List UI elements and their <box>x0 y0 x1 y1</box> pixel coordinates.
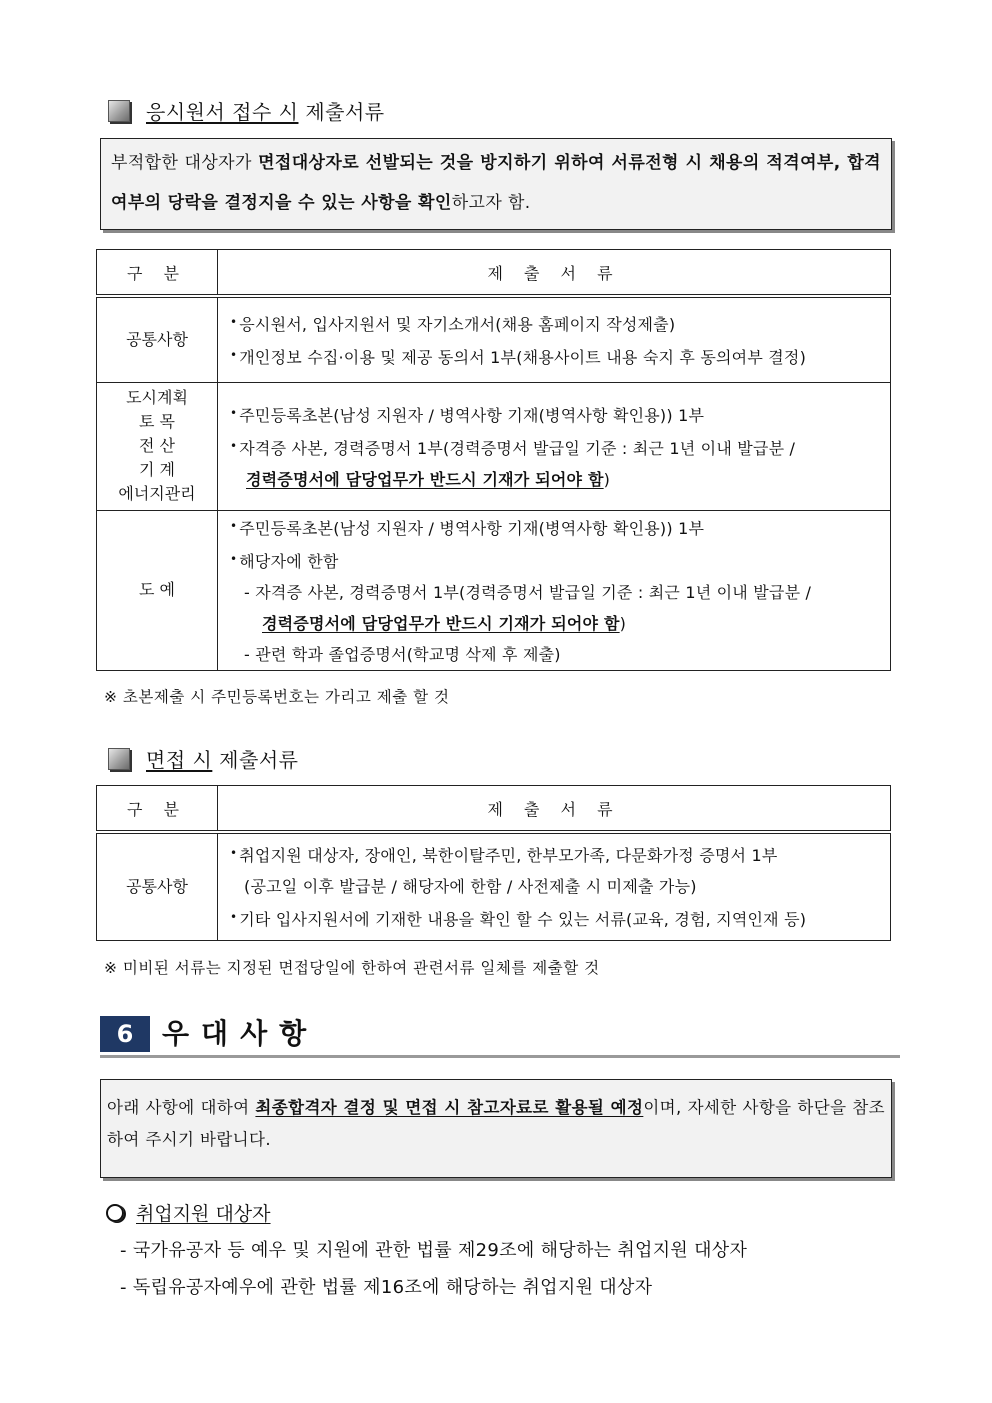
list-item-continued: 경력증명서에 담당업무가 반드시 기재가 되어야 함) <box>246 469 611 489</box>
row-category: 공통사항 <box>97 296 218 382</box>
row-category: 도 예 <box>97 510 218 670</box>
row-items <box>218 510 891 670</box>
row-items <box>218 296 891 382</box>
heading-underlined: 면접 시 <box>146 748 213 772</box>
list-item: • 기타 입사지원서에 기재한 내용을 확인 할 수 있는 서류(교육, 경험, 지역인재 등) <box>230 910 807 930</box>
section-title: 우대사항 <box>162 1017 319 1050</box>
sub-item-continued: 경력증명서에 담당업무가 반드시 기재가 되어야 함) <box>262 613 627 633</box>
list-item: - 국가유공자 등 예우 및 지원에 관한 법률 제29조에 해당하는 취업지원 대상자 <box>120 1240 748 1261</box>
heading-rest: 제출서류 <box>212 748 299 772</box>
row-items <box>218 832 891 940</box>
section6-header <box>100 1015 900 1058</box>
intro-text: 부적합한 대상자가 면접대상자로 선발되는 것을 방지하기 위하여 서류전형 시 채용의 적격여부, 합격여부의 당락을 결정지을 수 있는 사항을 확인하고자 함. <box>111 153 881 213</box>
intro-text: 아래 사항에 대하여 최종합격자 결정 및 면접 시 참고자료로 활용될 예정이며, 자세한 사항을 하단을 참조하여 주시기 바랍니다. <box>107 1098 885 1149</box>
intro-box-application <box>100 138 892 230</box>
list-item: • 자격증 사본, 경력증명서 1부(경력증명서 발급일 기준 : 최근 1년 이내 발급분 / <box>230 438 796 458</box>
col-header-documents: 제 출 서 류 <box>218 786 891 833</box>
subheading-employment-support <box>106 1199 271 1226</box>
section-heading-interview <box>108 744 298 773</box>
list-item: • 주민등록초본(남성 지원자 / 병역사항 기재(병역사항 확인용)) 1부 <box>230 405 705 425</box>
square-bullet-icon <box>108 100 130 122</box>
row-category: 도시계획 토 목 전 산 기 계 에너지관리 <box>97 382 218 510</box>
section-heading-application <box>108 96 385 125</box>
application-documents-table <box>96 249 891 671</box>
col-header-documents: 제 출 서 류 <box>218 250 891 297</box>
section-number: 6 <box>100 1016 150 1052</box>
col-header-category: 구 분 <box>97 786 218 833</box>
list-item: - 독립유공자예우에 관한 법률 제16조에 해당하는 취업지원 대상자 <box>120 1277 653 1298</box>
heading-rest: 제출서류 <box>298 100 385 124</box>
table-row <box>97 510 891 670</box>
sub-item: - 관련 학과 졸업증명서(학교명 삭제 후 제출) <box>244 644 561 664</box>
note-interview: ※ 미비된 서류는 지정된 면접당일에 한하여 관련서류 일체를 제출할 것 <box>104 959 600 977</box>
heading-underlined: 응시원서 접수 시 <box>146 100 299 124</box>
circle-bullet-icon <box>106 1204 124 1222</box>
note-application: ※ 초본제출 시 주민등록번호는 가리고 제출 할 것 <box>104 688 450 706</box>
table-row <box>97 296 891 382</box>
list-item: • 응시원서, 입사지원서 및 자기소개서(채용 홈페이지 작성제출) <box>230 314 676 334</box>
col-header-category: 구 분 <box>97 250 218 297</box>
interview-documents-table <box>96 785 891 941</box>
sub-item: - 자격증 사본, 경력증명서 1부(경력증명서 발급일 기준 : 최근 1년 이내 발급분 / <box>244 582 812 602</box>
intro-box-preference <box>100 1079 892 1178</box>
list-item: • 주민등록초본(남성 지원자 / 병역사항 기재(병역사항 확인용)) 1부 <box>230 518 705 538</box>
row-category: 공통사항 <box>97 832 218 940</box>
table-row <box>97 832 891 940</box>
subheading-text: 취업지원 대상자 <box>136 1203 271 1225</box>
square-bullet-icon <box>108 748 130 770</box>
list-item: • 개인정보 수집·이용 및 제공 동의서 1부(채용사이트 내용 숙지 후 동의여부 결정) <box>230 347 807 367</box>
list-item: • 해당자에 한함 <box>230 551 339 571</box>
list-item: • 취업지원 대상자, 장애인, 북한이탈주민, 한부모가족, 다문화가정 증명서 1부 <box>230 846 778 866</box>
row-items <box>218 382 891 510</box>
table-row <box>97 382 891 510</box>
list-item-continued: (공고일 이후 발급분 / 해당자에 한함 / 사전제출 시 미제출 가능) <box>244 877 697 897</box>
